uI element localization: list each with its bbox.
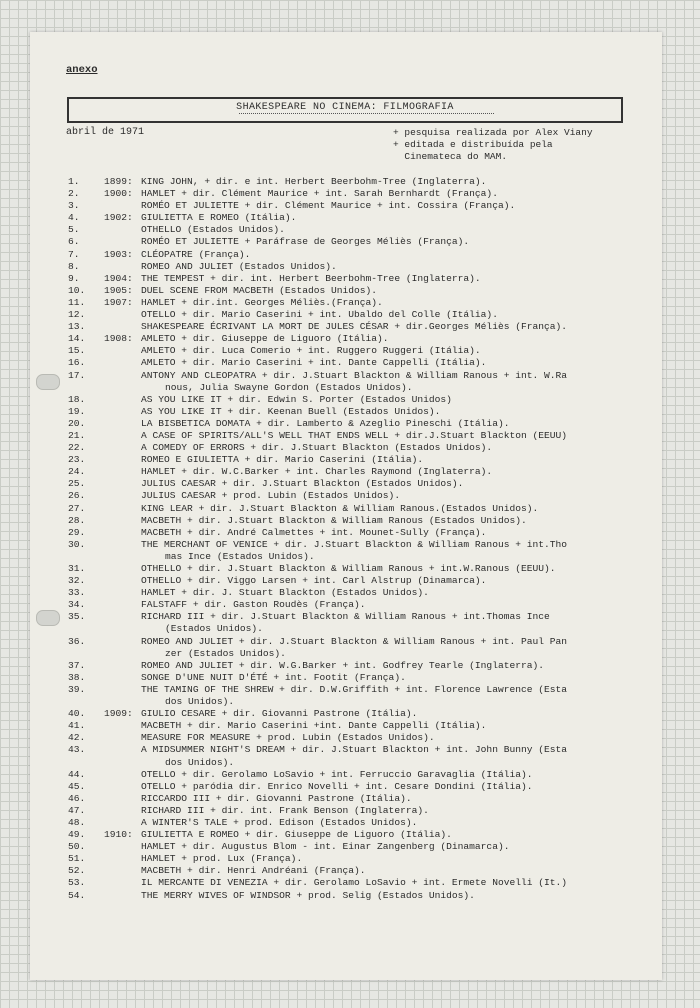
list-item — [68, 575, 658, 587]
entry-text: AMLETO + dir. Giuseppe de Liguoro (Itália). — [141, 333, 389, 345]
entry-number — [68, 696, 104, 708]
list-item — [68, 829, 658, 841]
entry-text: HAMLET + dir. Augustus Blom - int. Einar Zangenberg (Dinamarca). — [141, 841, 510, 853]
entry-number: 37. — [68, 659, 86, 671]
entry-year: 1907: — [104, 296, 133, 308]
entry-year — [104, 382, 141, 394]
entry-number: 35. — [68, 611, 86, 623]
entry-text: RICHARD III + dir. J.Stuart Blackton & William Ranous + int.Thomas Ince — [141, 611, 550, 623]
entry-number: 42. — [68, 732, 86, 744]
entry-year — [104, 527, 141, 539]
list-item — [68, 418, 658, 430]
list-item — [68, 817, 658, 829]
entry-year: 1900: — [104, 188, 133, 200]
entry-text: MACBETH + dir. J.Stuart Blackton & William Ranous (Estados Unidos). — [141, 514, 527, 526]
entry-year — [104, 636, 141, 648]
entry-year: 1908: — [104, 333, 133, 345]
entry-text: A MIDSUMMER NIGHT'S DREAM + dir. J.Stuart Blackton + int. John Bunny (Esta — [141, 744, 568, 756]
entry-year — [104, 623, 141, 635]
entry-number: 48. — [68, 816, 86, 828]
entry-text: OTELLO + dir. Mario Caserini + int. Ubaldo del Colle (Itália). — [141, 309, 498, 321]
entry-number: 25. — [68, 478, 86, 490]
entry-year — [104, 551, 141, 563]
entry-year: 1905: — [104, 284, 133, 296]
entry-number: 40. — [68, 708, 86, 720]
list-item — [68, 176, 658, 188]
entry-text: nous, Julia Swayne Gordon (Estados Unidos). — [165, 381, 413, 393]
entry-year — [104, 611, 141, 623]
entry-number: 18. — [68, 393, 86, 405]
entry-year — [104, 587, 141, 599]
entry-text: ROMEO AND JULIET (Estados Unidos). — [141, 260, 337, 272]
entry-text: MACBETH + dir. André Calmettes + int. Mounet-Sully (França). — [141, 526, 487, 538]
entry-number: 15. — [68, 345, 86, 357]
entry-year — [104, 575, 141, 587]
entry-number: 32. — [68, 575, 86, 587]
entry-year — [104, 817, 141, 829]
entry-number: 53. — [68, 877, 86, 889]
entry-number: 23. — [68, 454, 86, 466]
entry-year — [104, 853, 141, 865]
entry-number: 41. — [68, 720, 86, 732]
entry-year — [104, 720, 141, 732]
list-item — [68, 478, 658, 490]
entry-number: 43. — [68, 744, 86, 756]
list-item — [68, 188, 658, 200]
entry-text: HAMLET + dir. Clément Maurice + int. Sarah Bernhardt (França). — [141, 188, 498, 200]
entry-year — [104, 793, 141, 805]
entry-year: 1902: — [104, 212, 133, 224]
entry-number: 45. — [68, 780, 86, 792]
entry-number: 20. — [68, 417, 86, 429]
entry-year — [104, 805, 141, 817]
entry-text: THE MERRY WIVES OF WINDSOR + prod. Selig (Estados Unidos). — [141, 889, 475, 901]
entry-number: 30. — [68, 538, 86, 550]
list-item — [68, 382, 658, 394]
entry-text: SONGE D'UNE NUIT D'ÉTÉ + int. Footit (França). — [141, 671, 406, 683]
entry-text: THE MERCHANT OF VENICE + dir. J.Stuart Blackton & William Ranous + int.Tho — [141, 538, 568, 550]
entry-year — [104, 660, 141, 672]
entry-year — [104, 841, 141, 853]
list-item — [68, 744, 658, 756]
list-item — [68, 249, 658, 261]
entry-year — [104, 769, 141, 781]
entry-text: KING JOHN, + dir. e int. Herbert Beerbohm-Tree (Inglaterra). — [141, 176, 487, 187]
punch-hole — [36, 610, 60, 626]
entry-number: 34. — [68, 599, 86, 611]
entry-year — [104, 394, 141, 406]
list-item — [68, 309, 658, 321]
list-item — [68, 527, 658, 539]
entry-text: GIULIETTA E ROMEO (Itália). — [141, 212, 297, 224]
entry-number: 1. — [68, 176, 80, 187]
entry-year — [104, 370, 141, 382]
entry-text: DUEL SCENE FROM MACBETH (Estados Unidos). — [141, 284, 378, 296]
list-item — [68, 430, 658, 442]
list-item — [68, 781, 658, 793]
list-item — [68, 236, 658, 248]
entry-text: ROMÉO ET JULIETTE + Paráfrase de Georges Méliès (França). — [141, 236, 470, 248]
entry-text: ROMEO AND JULIET + dir. W.G.Barker + int. Godfrey Tearle (Inglaterra). — [141, 659, 545, 671]
entry-year — [104, 672, 141, 684]
list-item — [68, 636, 658, 648]
list-item — [68, 551, 658, 563]
entry-text: MEASURE FOR MEASURE + prod. Lubin (Estados Unidos). — [141, 732, 435, 744]
list-item — [68, 877, 658, 889]
list-item — [68, 769, 658, 781]
list-item — [68, 539, 658, 551]
list-item — [68, 890, 658, 902]
entry-text: MACBETH + dir. Henri Andréani (França). — [141, 865, 366, 877]
entry-number: 13. — [68, 321, 86, 333]
list-item — [68, 394, 658, 406]
list-item — [68, 200, 658, 212]
entry-number: 6. — [68, 236, 80, 248]
entry-number: 31. — [68, 563, 86, 574]
list-item — [68, 406, 658, 418]
entry-year — [104, 696, 141, 708]
entry-text: dos Unidos). — [165, 756, 235, 768]
entry-year — [104, 877, 141, 889]
entry-year — [104, 503, 141, 515]
list-item — [68, 212, 658, 224]
entry-text: OTELLO + paródia dir. Enrico Novelli + int. Cesare Dondini (Itália). — [141, 780, 533, 792]
document-page — [30, 32, 662, 980]
entry-year — [104, 563, 141, 575]
entry-year — [104, 865, 141, 877]
entry-number: 2. — [68, 188, 80, 200]
credit-line: Cinemateca do MAM. — [393, 150, 508, 162]
list-item — [68, 224, 658, 236]
entry-number — [68, 551, 104, 563]
entry-year — [104, 744, 141, 756]
entry-text: ROMEO AND JULIET + dir. J.Stuart Blackton & William Ranous + int. Paul Pan — [141, 635, 568, 647]
entry-year — [104, 442, 141, 454]
list-item — [68, 660, 658, 672]
entry-number: 7. — [68, 248, 80, 260]
entry-number: 27. — [68, 502, 86, 514]
entry-text: OTELLO + dir. Gerolamo LoSavio + int. Ferruccio Garavaglia (Itália). — [141, 768, 533, 780]
list-item — [68, 285, 658, 297]
entry-number: 52. — [68, 865, 86, 877]
entry-year — [104, 466, 141, 478]
list-item — [68, 623, 658, 635]
list-item — [68, 841, 658, 853]
list-item — [68, 611, 658, 623]
entry-year — [104, 684, 141, 696]
entry-year — [104, 599, 141, 611]
list-item — [68, 333, 658, 345]
entry-text: AMLETO + dir. Luca Comerio + int. Ruggero Ruggeri (Itália). — [141, 345, 481, 357]
entry-number: 12. — [68, 309, 86, 321]
list-item — [68, 708, 658, 720]
list-item — [68, 865, 658, 877]
entry-number: 11. — [68, 296, 86, 308]
entry-text: GIULIO CESARE + dir. Giovanni Pastrone (Itália). — [141, 708, 418, 720]
entry-text: AS YOU LIKE IT + dir. Keenan Buell (Estados Unidos). — [141, 405, 441, 417]
entry-number — [68, 382, 104, 394]
entry-number: 54. — [68, 889, 86, 901]
entry-text: JULIUS CAESAR + dir. J.Stuart Blackton (Estados Unidos). — [141, 478, 464, 490]
entry-number: 46. — [68, 792, 86, 804]
entry-year — [104, 781, 141, 793]
entry-number: 10. — [68, 284, 86, 296]
entry-text: (Estados Unidos). — [165, 623, 263, 635]
entry-text: JULIUS CAESAR + prod. Lubin (Estados Unidos). — [141, 490, 401, 502]
entry-year — [104, 236, 141, 248]
entry-text: OTHELLO + dir. Viggo Larsen + int. Carl Alstrup (Dinamarca). — [141, 575, 487, 587]
list-item — [68, 370, 658, 382]
entry-text: HAMLET + dir.int. Georges Méliès.(França). — [141, 296, 383, 308]
list-item — [68, 672, 658, 684]
entry-year — [104, 648, 141, 660]
entry-year — [104, 357, 141, 369]
entry-number: 28. — [68, 514, 86, 526]
document-date: abril de 1971 — [66, 127, 145, 138]
entry-number: 8. — [68, 260, 80, 272]
entry-text: RICHARD III + dir. int. Frank Benson (Inglaterra). — [141, 804, 429, 816]
entry-number: 3. — [68, 200, 80, 212]
title-box — [67, 97, 623, 123]
entry-number: 5. — [68, 224, 80, 236]
entry-year — [104, 539, 141, 551]
entry-text: GIULIETTA E ROMEO + dir. Giuseppe de Liguoro (Itália). — [141, 829, 452, 841]
list-item — [68, 696, 658, 708]
credit-line: + pesquisa realizada por Alex Viany — [393, 127, 593, 138]
list-item — [68, 853, 658, 865]
entry-text: A CASE OF SPIRITS/ALL'S WELL THAT ENDS WELL + dir.J.Stuart Blackton (EEUU) — [141, 429, 568, 441]
entry-text: CLÉOPATRE (França). — [141, 248, 251, 260]
entry-year — [104, 757, 141, 769]
entry-year — [104, 890, 141, 902]
entry-text: SHAKESPEARE ÉCRIVANT LA MORT DE JULES CÉSAR + dir.Georges Méliès (França). — [141, 321, 568, 333]
entry-text: dos Unidos). — [165, 696, 235, 708]
document-title: SHAKESPEARE NO CINEMA: FILMOGRAFIA — [236, 102, 454, 113]
list-item — [68, 793, 658, 805]
entry-year — [104, 261, 141, 273]
list-item — [68, 757, 658, 769]
entry-text: A WINTER'S TALE + prod. Edison (Estados Unidos). — [141, 816, 418, 828]
list-item — [68, 273, 658, 285]
entry-year — [104, 430, 141, 442]
entry-year: 1910: — [104, 829, 133, 841]
filmography-list — [68, 176, 658, 902]
list-item — [68, 515, 658, 527]
entry-number: 17. — [68, 369, 86, 381]
entry-text: OTHELLO (Estados Unidos). — [141, 224, 285, 236]
entry-text: HAMLET + dir. J. Stuart Blackton (Estados Unidos). — [141, 587, 429, 599]
annex-label: anexo — [66, 64, 98, 76]
entry-text: AS YOU LIKE IT + dir. Edwin S. Porter (Estados Unidos) — [141, 393, 452, 405]
entry-text: KING LEAR + dir. J.Stuart Blackton & William Ranous.(Estados Unidos). — [141, 502, 539, 514]
list-item — [68, 648, 658, 660]
entry-text: THE TAMING OF THE SHREW + dir. D.W.Griffith + int. Florence Lawrence (Esta — [141, 683, 568, 695]
entry-year — [104, 515, 141, 527]
entry-year: 1909: — [104, 708, 133, 720]
entry-number: 36. — [68, 635, 86, 647]
entry-year — [104, 732, 141, 744]
entry-number: 33. — [68, 587, 86, 599]
entry-number — [68, 757, 104, 769]
entry-year — [104, 490, 141, 502]
entry-number: 16. — [68, 357, 86, 369]
entry-number: 4. — [68, 212, 80, 224]
list-item — [68, 587, 658, 599]
list-item — [68, 599, 658, 611]
entry-text: IL MERCANTE DI VENEZIA + dir. Gerolamo LoSavio + int. Ermete Novelli (It.) — [141, 877, 568, 889]
entry-number: 50. — [68, 841, 86, 853]
entry-text: zer (Estados Unidos). — [165, 647, 286, 659]
entry-year: 1904: — [104, 272, 133, 284]
entry-text: mas Ince (Estados Unidos). — [165, 550, 315, 562]
entry-text: A COMEDY OF ERRORS + dir. J.Stuart Blackton (Estados Unidos). — [141, 442, 493, 454]
list-item — [68, 297, 658, 309]
entry-number: 49. — [68, 829, 86, 841]
list-item — [68, 321, 658, 333]
entry-number: 14. — [68, 333, 86, 345]
entry-number: 29. — [68, 526, 86, 538]
entry-number: 26. — [68, 490, 86, 502]
credits-block — [393, 127, 593, 162]
entry-text: ROMÉO ET JULIETTE + dir. Clément Maurice + int. Cossira (França). — [141, 200, 516, 212]
entry-year — [104, 345, 141, 357]
entry-text: OTHELLO + dir. J.Stuart Blackton & William Ranous + int.W.Ranous (EEUU). — [141, 563, 556, 574]
entry-year — [104, 418, 141, 430]
entry-year — [104, 321, 141, 333]
list-item — [68, 684, 658, 696]
entry-number — [68, 648, 104, 660]
entry-year — [104, 309, 141, 321]
entry-year — [104, 224, 141, 236]
entry-number: 19. — [68, 405, 86, 417]
entry-text: FALSTAFF + dir. Gaston Roudès (França). — [141, 599, 366, 611]
credit-line: + editada e distribuída pela — [393, 138, 553, 150]
entry-text: AMLETO + dir. Mario Caserini + int. Dante Cappelli (Itália). — [141, 357, 487, 369]
list-item — [68, 490, 658, 502]
entry-text: ANTONY AND CLEOPATRA + dir. J.Stuart Blackton & William Ranous + int. W.Ra — [141, 369, 568, 381]
list-item — [68, 805, 658, 817]
entry-year: 1899: — [104, 176, 133, 187]
list-item — [68, 261, 658, 273]
punch-hole — [36, 374, 60, 390]
entry-number: 47. — [68, 804, 86, 816]
list-item — [68, 454, 658, 466]
entry-text: HAMLET + prod. Lux (França). — [141, 853, 303, 865]
entry-number: 22. — [68, 442, 86, 454]
entry-text: LA BISBETICA DOMATA + dir. Lamberto & Azeglio Pineschi (Itália). — [141, 417, 510, 429]
list-item — [68, 442, 658, 454]
list-item — [68, 720, 658, 732]
entry-number: 39. — [68, 683, 86, 695]
title-underline — [239, 113, 494, 114]
entry-number: 44. — [68, 768, 86, 780]
list-item — [68, 345, 658, 357]
entry-number: 24. — [68, 466, 86, 478]
list-item — [68, 503, 658, 515]
entry-number: 9. — [68, 272, 80, 284]
entry-text: ROMEO E GIULIETTA + dir. Mario Caserini (Itália). — [141, 454, 424, 466]
list-item — [68, 357, 658, 369]
entry-number — [68, 623, 104, 635]
entry-text: MACBETH + dir. Mario Caserini +int. Dante Cappelli (Itália). — [141, 720, 487, 732]
entry-year: 1903: — [104, 248, 133, 260]
entry-text: THE TEMPEST + dir. int. Herbert Beerbohm-Tree (Inglaterra). — [141, 272, 481, 284]
entry-year — [104, 454, 141, 466]
entry-year — [104, 406, 141, 418]
entry-text: HAMLET + dir. W.C.Barker + int. Charles Raymond (Inglaterra). — [141, 466, 493, 478]
entry-number: 38. — [68, 671, 86, 683]
list-item — [68, 732, 658, 744]
entry-number: 51. — [68, 853, 86, 865]
entry-year — [104, 200, 141, 212]
entry-year — [104, 478, 141, 490]
entry-number: 21. — [68, 429, 86, 441]
entry-text: RICCARDO III + dir. Giovanni Pastrone (Itália). — [141, 792, 412, 804]
list-item — [68, 563, 658, 575]
list-item — [68, 466, 658, 478]
